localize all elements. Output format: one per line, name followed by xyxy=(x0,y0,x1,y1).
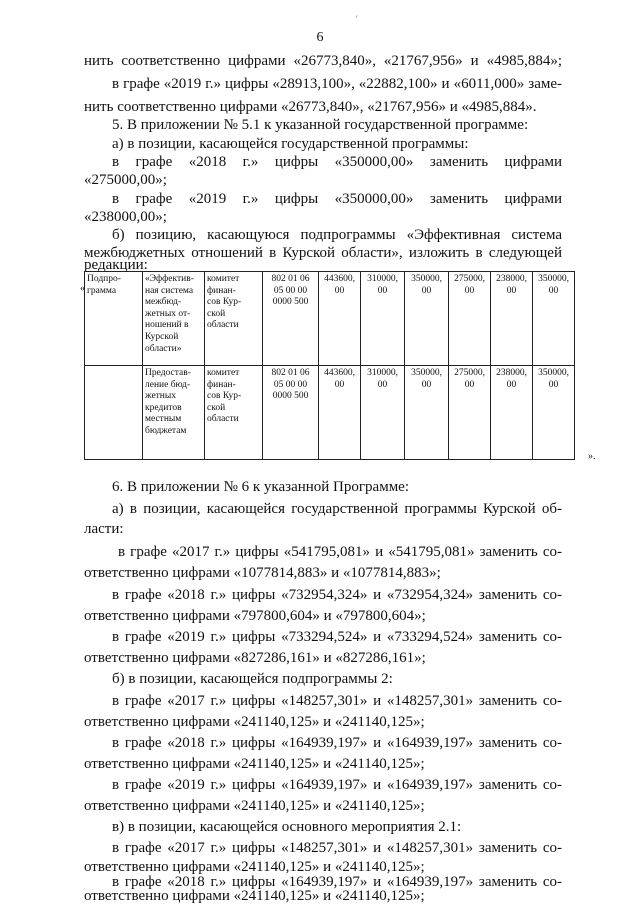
cell-code: 802 01 06 05 00 00 0000 500 xyxy=(263,272,319,366)
text-line: межбюджетных отношений в Курской области», изложить в следующей xyxy=(84,245,562,261)
table-open-quote: « xyxy=(80,283,85,294)
text-line: ответственно цифрами «1077814,883» и «1077814,883»; xyxy=(84,565,441,581)
cell-type: Подпро- грамма xyxy=(85,272,143,366)
cell-value: 238000, 00 xyxy=(491,366,533,460)
cell-value: 443600, 00 xyxy=(319,366,361,460)
cell-name: Предостав- ление бюд- жетных кредитов местным бюджетам xyxy=(143,366,205,460)
text-line: ответственно цифрами «241140,125» и «241140,125»; xyxy=(84,714,425,730)
text-line: в графе «2017 г.» цифры «148257,301» и «148257,301» заменить со- xyxy=(112,693,562,709)
text-line: в графе «2018 г.» цифры «732954,324» и «732954,324» заменить со- xyxy=(112,587,562,603)
cell-value: 350000, 00 xyxy=(405,366,449,460)
text-line: редакции: xyxy=(84,257,148,273)
cell-value: 350000, 00 xyxy=(405,272,449,366)
text-line: 6. В приложении № 6 к указанной Программе: xyxy=(112,479,410,495)
text-line: ответственно цифрами «241140,125» и «241140,125»; xyxy=(84,756,425,772)
cell-value: 275000, 00 xyxy=(449,272,491,366)
text-line: в графе «2018 г.» цифры «164939,197» и «164939,197» заменить со- xyxy=(112,874,562,890)
text-line: ответственно цифрами «797800,604» и «797800,604»; xyxy=(84,608,426,624)
cell-value: 350000, 00 xyxy=(533,366,575,460)
text-line: 5. В приложении № 5.1 к указанной государственной программе: xyxy=(112,117,529,133)
text-line: ответственно цифрами «241140,125» и «241140,125»; xyxy=(84,859,425,875)
cell-value: 350000, 00 xyxy=(533,272,575,366)
table-row xyxy=(85,366,575,460)
cell-executor: комитет финан- сов Кур- ской области xyxy=(205,272,263,366)
cell-value: 310000, 00 xyxy=(361,272,405,366)
text-line: нить соответственно цифрами «26773,840», «21767,956» и «4985,884». xyxy=(84,99,537,115)
text-line: в графе «2019 г.» цифры «733294,524» и «733294,524» заменить со- xyxy=(112,629,562,645)
text-line: а) в позиции, касающейся государственной программы: xyxy=(112,136,469,152)
cell-executor: комитет финан- сов Кур- ской области xyxy=(205,366,263,460)
text-line: в графе «2017 г.» цифры «541795,081» и «541795,081» заменить со- xyxy=(118,544,562,560)
text-line: ласти: xyxy=(84,521,124,537)
cell-type xyxy=(85,366,143,460)
text-line: в графе «2018 г.» цифры «164939,197» и «164939,197» заменить со- xyxy=(112,735,562,751)
cell-value: 238000, 00 xyxy=(491,272,533,366)
table-row xyxy=(85,272,575,366)
text-line: ответственно цифрами «827286,161» и «827286,161»; xyxy=(84,650,426,666)
text-line: в графе «2019 г.» цифры «164939,197» и «164939,197» заменить со- xyxy=(112,777,562,793)
text-line: а) в позиции, касающейся государственной программы Курской об- xyxy=(112,501,562,517)
text-line: в графе «2017 г.» цифры «148257,301» и «148257,301» заменить со- xyxy=(112,840,562,856)
text-line: в) в позиции, касающейся основного мероприятия 2.1: xyxy=(112,819,462,835)
text-line: б) в позиции, касающейся подпрограммы 2: xyxy=(112,671,393,687)
text-line: в графе «2018 г.» цифры «350000,00» заменить цифрами xyxy=(112,154,562,170)
cell-code: 802 01 06 05 00 00 0000 500 xyxy=(263,366,319,460)
cell-name: «Эффектив- ная система межбюд- жетных от- ношений в Курской области» xyxy=(143,272,205,366)
page-number: 6 xyxy=(316,30,324,45)
budget-table xyxy=(84,271,575,460)
text-line: б) позицию, касающуюся подпрограммы «Эффективная система xyxy=(112,227,562,243)
text-line: ответственно цифрами «241140,125» и «241140,125»; xyxy=(84,798,425,814)
text-line: нить соответственно цифрами «26773,840», «21767,956» и «4985,884»; xyxy=(84,53,562,69)
table-close-mark: ». xyxy=(588,451,596,462)
text-line: «238000,00»; xyxy=(84,209,167,225)
scan-mark: ' xyxy=(356,14,358,24)
text-line: «275000,00»; xyxy=(84,172,167,188)
text-line: ответственно цифрами «241140,125» и «241140,125»; xyxy=(84,888,425,904)
cell-value: 443600, 00 xyxy=(319,272,361,366)
cell-value: 310000, 00 xyxy=(361,366,405,460)
text-line: в графе «2019 г.» цифры «350000,00» заменить цифрами xyxy=(112,191,562,207)
cell-value: 275000, 00 xyxy=(449,366,491,460)
text-line: в графе «2019 г.» цифры «28913,100», «22882,100» и «6011,000» заме- xyxy=(112,76,562,92)
